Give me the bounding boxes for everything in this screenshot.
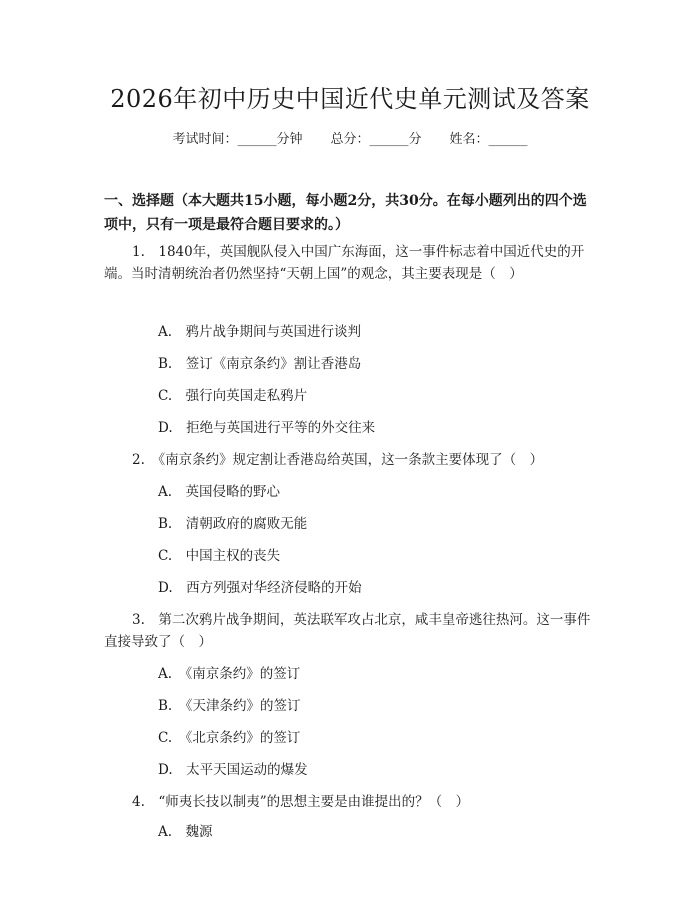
question-2-option-c: C. 中国主权的丧失 [158, 548, 281, 564]
question-3-option-d: D. 太平天国运动的爆发 [158, 762, 308, 778]
question-2-stem: 2. 《南京条约》规定割让香港岛给英国，这一条款主要体现了（ ） [132, 452, 544, 468]
question-1-option-a: A. 鸦片战争期间与英国进行谈判 [158, 324, 362, 340]
question-1-option-b: B. 签订《南京条约》割让香港岛 [158, 356, 362, 372]
question-2-option-d: D. 西方列强对华经济侵略的开始 [158, 580, 362, 596]
question-4-stem: 4. “师夷长技以制夷”的思想主要是由谁提出的？（ ） [132, 794, 470, 810]
section-heading: 一、选择题（本大题共15小题，每小题2分，共30分。在每小题列出的四个选项中，只有一项是最符合题目要求的。） [104, 193, 587, 233]
exam-meta-line [0, 130, 700, 150]
question-3-stem: 3. 第二次鸦片战争期间，英法联军攻占北京，咸丰皇帝逃往热河。这一事件直接导致了（ ） [104, 612, 591, 650]
question-3-option-b: B. 《天津条约》的签订 [158, 698, 301, 714]
question-1-option-d: D. 拒绝与英国进行平等的外交往来 [158, 420, 376, 436]
question-3-option-a: A. 《南京条约》的签订 [158, 666, 301, 682]
student-name-field: 姓名：______ [449, 132, 528, 147]
question-4-option-a: A. 魏源 [158, 824, 213, 840]
document-title: 2026年初中历史中国近代史单元测试及答案 [110, 85, 590, 113]
question-1-option-c: C. 强行向英国走私鸦片 [158, 388, 308, 404]
question-1-stem: 1. 1840年，英国舰队侵入中国广东海面，这一事件标志着中国近代史的开端。当时清朝统治者仍然坚持“天朝上国”的观念，其主要表现是（ ） [104, 244, 585, 282]
question-2-option-b: B. 清朝政府的腐败无能 [158, 516, 308, 532]
question-2-option-a: A. 英国侵略的野心 [158, 484, 281, 500]
exam-time-field: 考试时间：______分钟 [172, 132, 303, 147]
total-score-field: 总分：______分 [330, 132, 422, 147]
question-3-option-c: C. 《北京条约》的签订 [158, 730, 301, 746]
